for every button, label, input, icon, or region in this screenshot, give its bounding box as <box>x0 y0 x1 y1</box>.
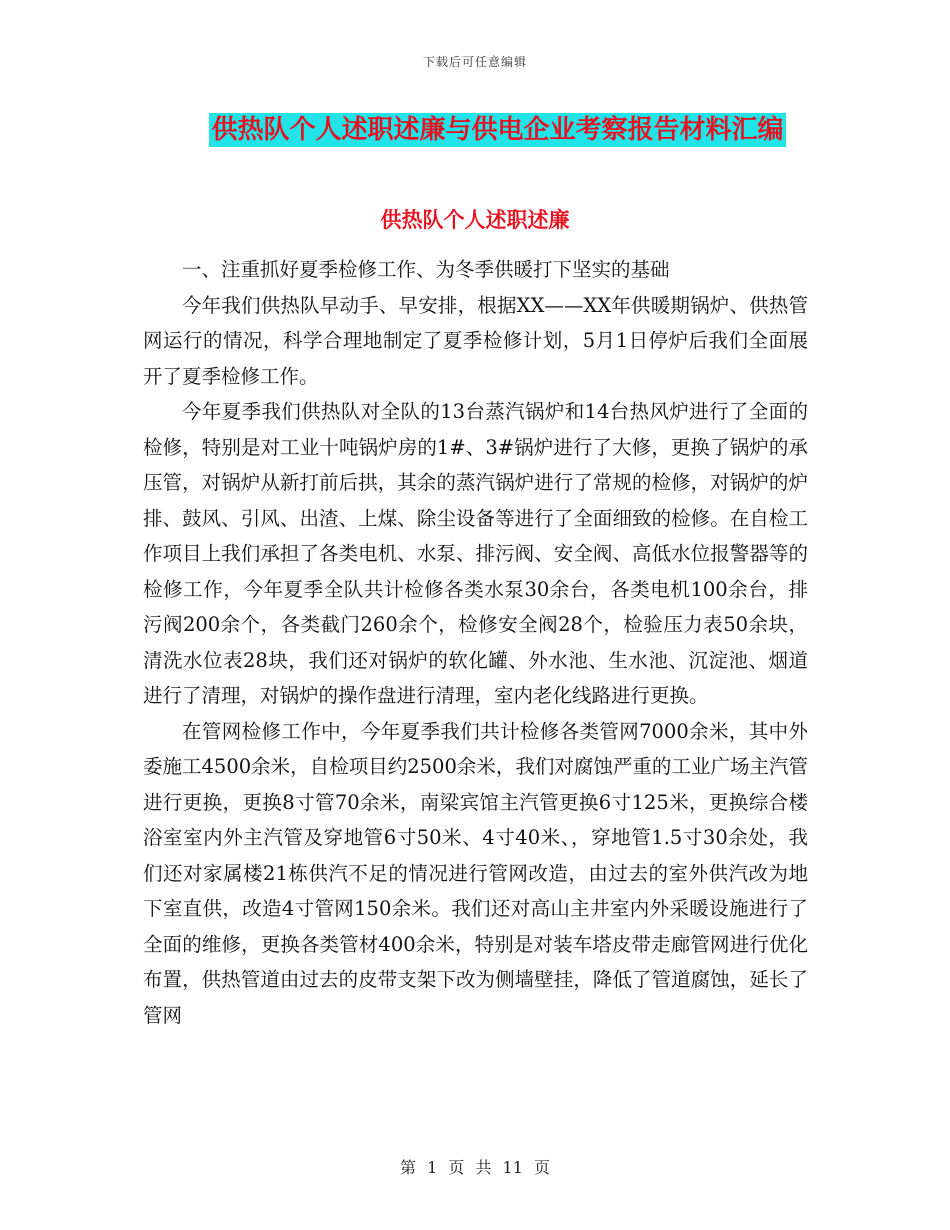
document-title: 供热队个人述职述廉与供电企业考察报告材料汇编 <box>211 115 784 145</box>
body-paragraph: 一、注重抓好夏季检修工作、为冬季供暖打下坚实的基础 <box>182 258 670 281</box>
section-title: 供热队个人述职述廉 <box>380 208 570 232</box>
page-number-footer: 第 1 页 共 11 页 <box>400 1158 550 1177</box>
header-note: 下载后可任意编辑 <box>422 55 527 69</box>
body-paragraph: 在管网检修工作中，今年夏季我们共计检修各类管网7000余米，其中外委施工4500余米，自检项目约2500余米，我们对腐蚀严重的工业广场主汽管进行更换，更换8寸管70余米，南梁宾馆主汽管更换6寸125米，更换综合楼浴室室内外主汽管及穿地管6寸50米、4寸40米、，穿地管1.5寸30余处，我们还对家属楼21栋供汽不足的情况进行管网改造，由过去的室外供汽改为地下室直供，改造4寸管网150余米。我们还对高山主井室内外采暖设施进行了全面的维修，更换各类管材400余米，特别是对装车塔皮带走廊管网进行优化布置，供热管道由过去的皮带支架下改为侧墙壁挂，降低了管道腐蚀，延长了管网 <box>143 719 808 1027</box>
body-paragraph: 今年我们供热队早动手、早安排，根据XX——XX年供暖期锅炉、供热管网运行的情况，科学合理地制定了夏季检修计划，5月1日停炉后我们全面展开了夏季检修工作。 <box>143 293 808 388</box>
document-body <box>143 252 808 1033</box>
body-paragraph: 今年夏季我们供热队对全队的13台蒸汽锅炉和14台热风炉进行了全面的检修，特别是对工业十吨锅炉房的1#、3#锅炉进行了大修，更换了锅炉的承压管，对锅炉从新打前后拱，其余的蒸汽锅炉进行了常规的检修，对锅炉的炉排、鼓风、引风、出渣、上煤、除尘设备等进行了全面细致的检修。在自检工作项目上我们承担了各类电机、水泵、排污阀、安全阀、高低水位报警器等的检修工作，今年夏季全队共计检修各类水泵30余台，各类电机100余台，排污阀200余个，各类截门260余个，检修安全阀28个，检验压力表50余块，清洗水位表28块，我们还对锅炉的软化罐、外水池、生水池、沉淀池、烟道进行了清理，对锅炉的操作盘进行清理，室内老化线路进行更换。 <box>143 400 808 707</box>
document-title-wrapper <box>0 113 950 147</box>
